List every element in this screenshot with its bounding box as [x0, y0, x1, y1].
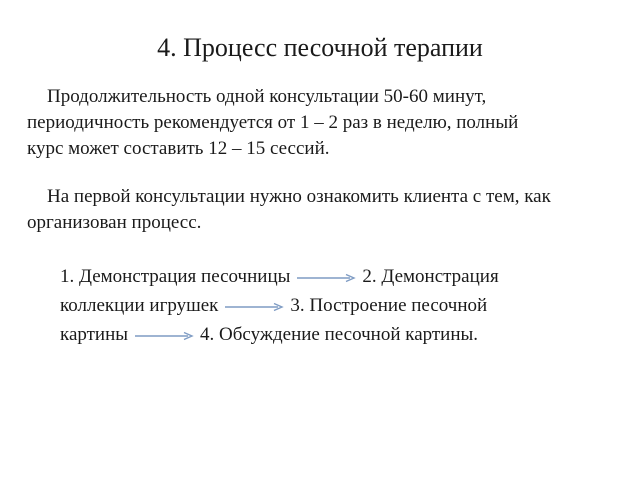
step-2-text-cont: коллекции игрушек [60, 295, 219, 316]
slide-title: 4. Процесс песочной терапии [157, 33, 483, 62]
arrow-right-icon [224, 292, 284, 321]
process-steps [60, 262, 620, 349]
paragraph-duration [27, 84, 627, 162]
paragraph-first-session [27, 184, 627, 236]
step-4-text: 4. Обсуждение песочной картины. [200, 324, 479, 345]
arrow-right-icon [134, 321, 194, 350]
step-2-text: 2. Демонстрация [362, 266, 499, 287]
paragraph-line: периодичность рекомендуется от 1 – 2 раз в неделю, полный [27, 112, 519, 133]
step-3-text-cont: картины [60, 324, 129, 345]
paragraph-line: На первой консультации нужно ознакомить клиента с тем, как [47, 186, 551, 207]
steps-line [60, 291, 620, 320]
paragraph-line: организован процесс. [27, 212, 202, 233]
paragraph-line: Продолжительность одной консультации 50-60 минут, [47, 86, 487, 107]
step-3-text: 3. Построение песочной [290, 295, 488, 316]
steps-line [60, 262, 620, 291]
step-1-text: 1. Демонстрация песочницы [60, 266, 291, 287]
arrow-right-icon [296, 263, 356, 292]
paragraph-line: курс может составить 12 – 15 сессий. [27, 138, 330, 159]
steps-line [60, 320, 620, 349]
